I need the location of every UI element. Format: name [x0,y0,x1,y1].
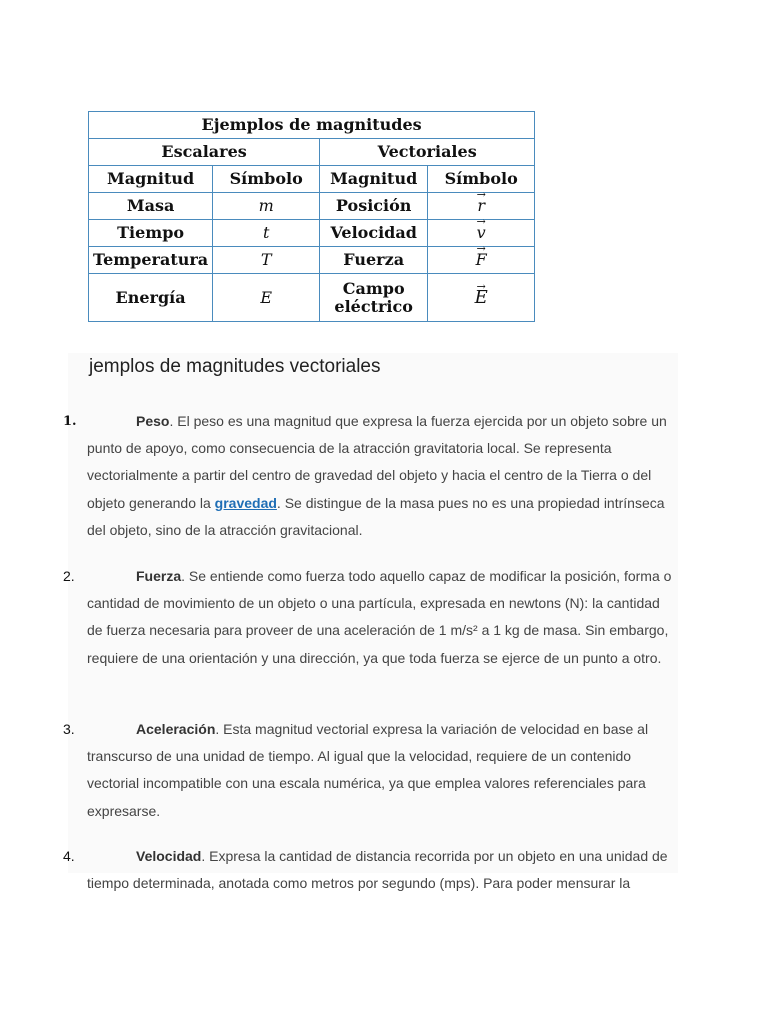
item-body [87,408,678,544]
item-body [87,716,678,825]
scalar-name: Tiempo [89,220,213,247]
scalar-symbol: m [213,193,320,220]
vector-name: Posición [320,193,428,220]
item-number: 4. [63,848,75,864]
scalar-name: Energía [89,274,213,322]
vector-arrow-symbol: → v [477,224,486,242]
col-header-symbol: Símbolo [213,166,320,193]
vector-symbol [428,274,535,322]
col-header-magnitude: Magnitud [89,166,213,193]
item-body [87,843,678,897]
vector-name-line2: eléctrico [334,296,413,316]
scalar-symbol: E [213,274,320,322]
vector-name: Fuerza [320,247,428,274]
table-group-row [89,139,535,166]
gravedad-link[interactable]: gravedad [214,494,277,511]
scalar-name: Masa [89,193,213,220]
item-text: . Esta magnitud vectorial expresa la variación de velocidad en base al transcurso de una unidad de tiempo. Al igual que la velocidad, requiere de un contenido vectorial incompatible con una escala numérica, ya que emplea valores referenciales para expresarse. [87,721,649,819]
article-section [63,353,678,892]
vector-symbol [428,247,535,274]
list-item [63,408,678,544]
scalar-name: Temperatura [89,247,213,274]
vector-name: Velocidad [320,220,428,247]
table-header-row [89,166,535,193]
col-header-symbol: Símbolo [428,166,535,193]
list-item [63,716,678,825]
vector-arrow-symbol: → F [476,251,487,269]
item-body [87,563,678,672]
magnitudes-table [88,111,535,322]
vector-arrow-symbol: → r [477,197,485,215]
section-title: jemplos de magnitudes vectoriales [89,356,381,377]
group-header-vectors: Vectoriales [320,139,535,166]
scalar-symbol: T [213,247,320,274]
table-row [89,220,535,247]
vector-name-line1: Campo [342,278,405,298]
list-item [63,843,678,897]
table-title-row [89,112,535,139]
table-row [89,247,535,274]
col-header-magnitude: Magnitud [320,166,428,193]
item-term: Fuerza [136,568,182,584]
item-number: 1. [63,414,77,429]
item-text: . El peso es una magnitud que expresa la fuerza ejercida por un objeto sobre un punto de apoyo, como consecuencia de la atracción gravitatoria local. Se representa vectorialmente a partir del centro de gravedad del objeto y hacia el centro de la Tierra o del objeto generando la [87,413,667,511]
item-text: . Se distingue de la masa pues no es una propiedad intrínseca del objeto, sino de la atracción gravitacional. [87,494,665,538]
list-item [63,563,678,672]
group-header-scalars: Escalares [89,139,320,166]
item-number: 3. [63,721,75,737]
item-term: Aceleración [136,721,216,737]
vector-arrow-symbol: → E [475,289,488,307]
scalar-symbol: t [213,220,320,247]
vector-name [320,274,428,322]
item-number: 2. [63,568,75,584]
table-title: Ejemplos de magnitudes [89,112,535,139]
item-term: Velocidad [136,848,202,864]
item-text: . Se entiende como fuerza todo aquello capaz de modificar la posición, forma o cantidad de movimiento de un objeto o una partícula, expresada en newtons (N): la cantidad de fuerza necesaria para proveer de una aceleración de 1 m/s² a 1 kg de masa. Sin embargo, requiere de una orientación y una dirección, ya que toda fuerza se ejerce de un punto a otro. [87,568,672,666]
table-row [89,274,535,322]
table-row [89,193,535,220]
item-term: Peso [136,413,170,429]
item-text: . Expresa la cantidad de distancia recorrida por un objeto en una unidad de tiempo determinada, anotada como metros por segundo (mps). Para poder mensurar la [87,848,668,892]
